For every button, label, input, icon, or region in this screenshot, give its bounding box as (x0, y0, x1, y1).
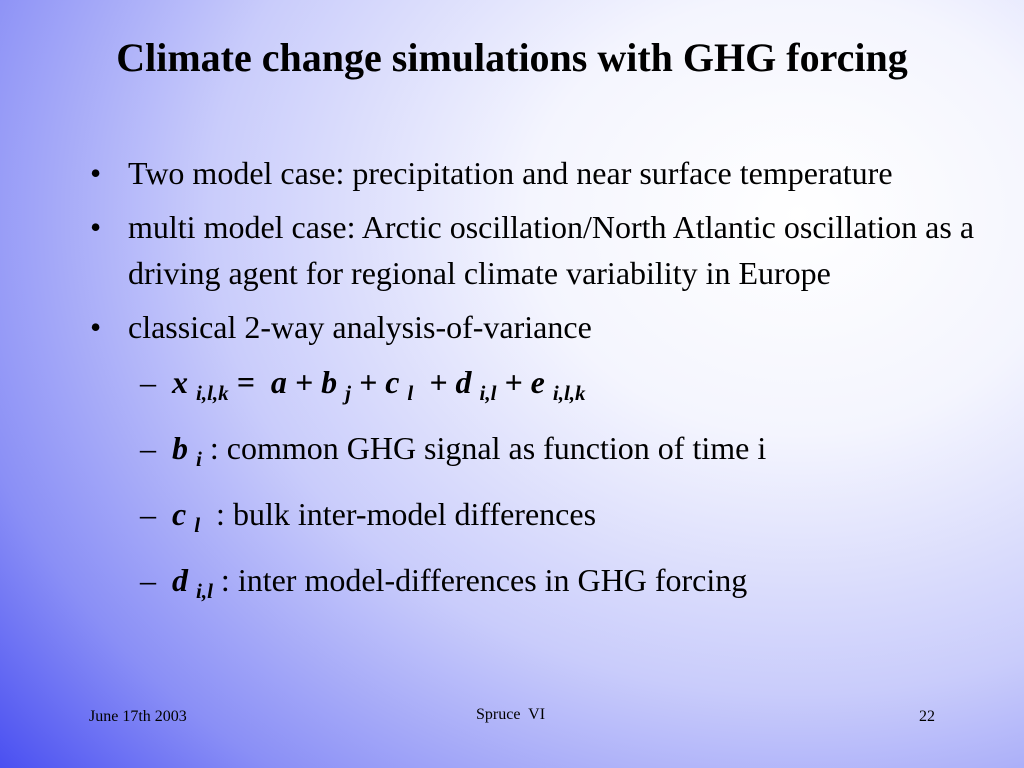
term-symbol: d (172, 562, 188, 598)
bullet-multi-model (90, 204, 990, 296)
term-description: : bulk inter-model differences (216, 496, 597, 532)
sub-bullet-equation (90, 359, 990, 416)
bullet-glyph: • (90, 309, 102, 345)
term-symbol: c (172, 496, 187, 532)
eq-d: d (455, 364, 472, 400)
bullet-two-model (90, 150, 990, 196)
bullet-text: Two model case: precipitation and near surface temperature (128, 155, 893, 191)
term-subscript: i,l (196, 579, 213, 603)
term-symbol: b (172, 430, 188, 466)
dash-glyph: – (140, 364, 156, 400)
eq-plus-1: + (294, 364, 314, 400)
bullet-text: classical 2-way analysis-of-variance (128, 309, 592, 345)
eq-c-sub: l (407, 381, 414, 405)
eq-b-sub: j (345, 381, 351, 405)
bullet-anova (90, 304, 990, 350)
eq-a: a (270, 364, 287, 400)
term-subscript: l (194, 513, 201, 537)
slide-title: Climate change simulations with GHG forcing (116, 35, 908, 80)
sub-bullet-term-b (90, 425, 990, 482)
eq-b: b (321, 364, 338, 400)
eq-plus-2: + (358, 364, 378, 400)
eq-d-sub: i,l (479, 381, 497, 405)
term-subscript: i (196, 447, 202, 471)
sub-bullet-term-c (90, 491, 990, 548)
eq-c: c (385, 364, 400, 400)
footer-event: Spruce VI (476, 706, 546, 723)
term-description: : inter model-differences in GHG forcing (220, 562, 748, 598)
bullet-text: multi model case: Arctic oscillation/North Atlantic oscillation as a driving agent for regional climate variability in Europe (128, 209, 975, 291)
bullet-glyph: • (90, 155, 102, 191)
footer-page-number: 22 (919, 708, 935, 725)
eq-e: e (530, 364, 545, 400)
term-description: : common GHG signal as function of time i (209, 430, 767, 466)
dash-glyph: – (140, 496, 156, 532)
dash-glyph: – (140, 562, 156, 598)
sub-bullet-term-d (90, 557, 990, 614)
eq-equals: = (236, 364, 255, 400)
eq-plus-3: + (429, 364, 448, 400)
eq-plus-4: + (504, 364, 523, 400)
eq-x-sub: i,l,k (196, 381, 229, 405)
eq-x: x (172, 364, 188, 400)
eq-e-sub: i,l,k (552, 381, 586, 405)
bullet-glyph: • (90, 209, 102, 245)
dash-glyph: – (140, 430, 156, 466)
footer-date: June 17th 2003 (89, 708, 187, 725)
bullet-list (90, 150, 990, 614)
